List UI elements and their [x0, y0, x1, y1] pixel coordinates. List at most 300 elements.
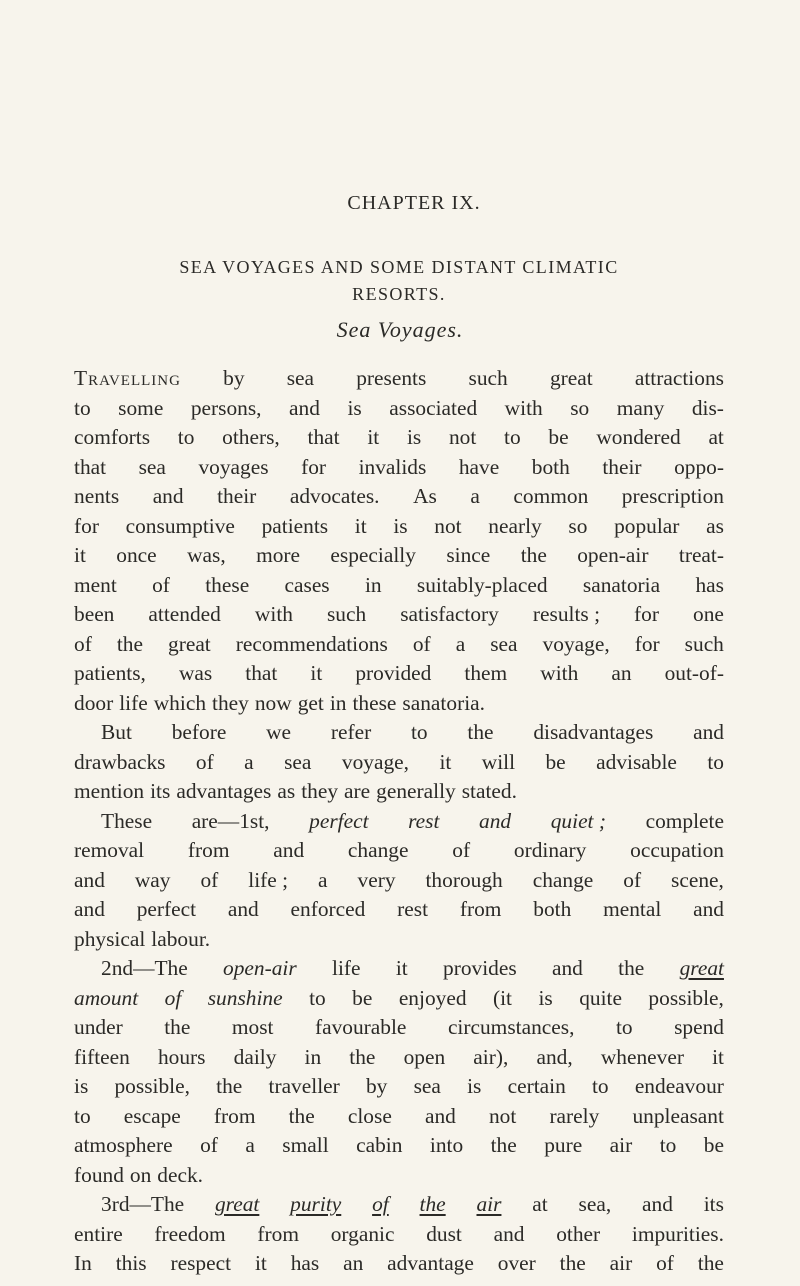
word: now — [254, 690, 292, 715]
word: deck. — [157, 1162, 204, 1187]
word: the — [467, 720, 494, 744]
word: removal — [74, 838, 145, 862]
text-line — [74, 482, 724, 512]
word: change — [347, 838, 409, 862]
word: their — [602, 454, 642, 479]
body-text — [74, 364, 724, 1279]
word: of — [656, 1251, 674, 1275]
word: sea, — [578, 1192, 612, 1216]
word: comforts — [74, 425, 151, 449]
word: a — [455, 631, 466, 656]
word: its — [150, 779, 171, 803]
word: it — [439, 749, 452, 774]
word: enforced — [290, 897, 366, 921]
word: quiet ; — [550, 808, 606, 833]
word: and — [693, 720, 724, 744]
text-line — [74, 453, 724, 483]
word: them — [464, 661, 508, 685]
word: and — [642, 1192, 673, 1216]
word: a — [470, 484, 480, 508]
word: and — [493, 1221, 525, 1246]
word: their — [217, 484, 257, 508]
word: sanatoria. — [402, 690, 485, 715]
word: such — [326, 602, 367, 626]
word: in — [329, 690, 347, 715]
word: the — [520, 543, 547, 567]
word: for — [634, 602, 659, 626]
word: it — [310, 661, 323, 685]
word: patients, — [74, 661, 146, 685]
word: great — [168, 631, 211, 656]
chapter-title — [74, 254, 724, 308]
word: presents — [356, 366, 427, 390]
word: small — [282, 1133, 329, 1157]
word: has — [695, 572, 724, 597]
text-line — [74, 777, 724, 807]
word: treat- — [678, 543, 724, 567]
word: both — [533, 897, 572, 921]
word: in — [364, 572, 382, 597]
chapter-title-line: SEA VOYAGES AND SOME DISTANT CLIMATIC — [179, 257, 619, 277]
word: and — [551, 956, 583, 980]
word: to — [177, 425, 195, 449]
word: to — [659, 1133, 677, 1157]
chapter-heading: CHAPTER IX. — [347, 192, 481, 214]
word: nents — [74, 484, 120, 508]
word: common — [513, 484, 589, 508]
word: of — [74, 631, 92, 656]
word: dis- — [691, 395, 724, 420]
word: hours — [157, 1044, 206, 1069]
word: rest — [397, 897, 429, 921]
word: has — [290, 1251, 320, 1275]
word: rarely — [549, 1103, 600, 1128]
word: escape — [123, 1103, 181, 1128]
word: the — [164, 1015, 191, 1039]
word: results ; — [532, 602, 601, 626]
word: which — [153, 690, 207, 715]
text-line — [74, 748, 724, 778]
word: to — [615, 1015, 633, 1039]
word: consumptive — [125, 513, 235, 538]
word: to — [74, 1103, 91, 1128]
word: over — [497, 1251, 536, 1275]
word: quite — [579, 985, 622, 1010]
word: air — [476, 1192, 502, 1216]
word: for — [634, 631, 660, 656]
word: many — [616, 395, 665, 420]
word: atmosphere — [74, 1133, 173, 1157]
word: at — [532, 1192, 548, 1216]
text-line — [74, 1013, 724, 1043]
word: nearly — [488, 513, 542, 538]
word: the — [216, 1074, 243, 1098]
word: door — [74, 690, 114, 715]
word: its — [703, 1192, 724, 1216]
word: to — [309, 985, 326, 1010]
word: from — [459, 897, 502, 921]
word: such — [468, 366, 508, 390]
word: be — [703, 1133, 724, 1157]
text-line — [74, 954, 724, 984]
text-line — [74, 1043, 724, 1073]
word: from — [187, 838, 230, 862]
word: not — [448, 425, 477, 449]
word: patients — [261, 513, 329, 538]
word: advisable — [596, 749, 677, 774]
word: wondered — [596, 425, 681, 449]
word: with — [504, 395, 543, 420]
word: air — [609, 1133, 633, 1157]
word: of — [412, 631, 431, 656]
word: most — [231, 1015, 274, 1039]
word: 3rd—The — [101, 1192, 185, 1216]
word: great — [549, 366, 593, 390]
word: and — [74, 867, 105, 892]
word: sea — [490, 631, 518, 656]
text-line — [74, 600, 724, 630]
text-line — [74, 1072, 724, 1102]
word: In — [74, 1251, 92, 1275]
word: advantages — [176, 779, 272, 803]
word: ment — [74, 572, 117, 597]
word: suitably-placed — [416, 572, 548, 597]
word: from — [213, 1103, 256, 1128]
word: As — [413, 484, 437, 508]
word: and — [273, 838, 305, 862]
word: sea — [284, 749, 312, 774]
word: attended — [148, 602, 221, 626]
text-line — [74, 718, 724, 748]
word: to — [504, 425, 521, 449]
word: oppo- — [674, 454, 724, 479]
word: voyage, — [542, 631, 610, 656]
word: was, — [187, 543, 226, 567]
word: cabin — [356, 1133, 403, 1157]
word: it — [367, 425, 380, 449]
word: entire — [74, 1221, 123, 1246]
word: the — [419, 1192, 446, 1216]
word: with — [540, 661, 579, 685]
word: with — [254, 602, 293, 626]
word: will — [481, 749, 516, 774]
word: one — [693, 602, 724, 626]
word: it — [354, 513, 367, 538]
word: voyages — [198, 454, 269, 479]
text-line — [74, 1161, 724, 1191]
word: is — [347, 395, 362, 420]
word: be — [548, 425, 569, 449]
word: of — [623, 867, 642, 892]
word: endeavour — [634, 1074, 724, 1098]
word: it — [712, 1044, 724, 1069]
word: not — [434, 513, 462, 538]
word: that — [74, 454, 107, 479]
word: some — [118, 395, 164, 420]
word: and — [424, 1103, 456, 1128]
word: of — [200, 867, 219, 892]
word: to — [74, 395, 91, 420]
word: occupation — [630, 838, 724, 862]
word: are — [344, 779, 371, 803]
word: sea — [413, 1074, 441, 1098]
text-line — [74, 394, 724, 424]
word: at — [708, 425, 724, 449]
word: mention — [74, 779, 145, 803]
word: to — [591, 1074, 609, 1098]
word: popular — [614, 513, 680, 538]
word: great — [679, 956, 724, 980]
word: it — [395, 956, 408, 980]
word: on — [129, 1162, 152, 1187]
word: for — [74, 513, 99, 538]
word: get — [297, 690, 324, 715]
word: But — [101, 720, 132, 744]
word: other — [556, 1221, 601, 1246]
word: spend — [674, 1015, 724, 1039]
word: in — [304, 1044, 322, 1069]
word: purity — [290, 1192, 342, 1216]
word: open — [403, 1044, 446, 1069]
word: refer — [330, 720, 372, 744]
word: possible, — [648, 985, 724, 1010]
word: 2nd—The — [101, 956, 188, 980]
word: air — [609, 1251, 633, 1275]
word: rest — [408, 808, 440, 833]
word: the — [349, 1044, 376, 1069]
word: sea — [138, 454, 166, 479]
word: be — [352, 985, 373, 1010]
word: we — [266, 720, 292, 744]
word: and — [479, 808, 512, 833]
word: these — [205, 572, 250, 597]
text-line — [74, 541, 724, 571]
word: of — [452, 838, 471, 862]
word: cases — [284, 572, 330, 597]
word: is — [393, 513, 408, 538]
word: prescription — [621, 484, 724, 508]
word: sunshine — [207, 985, 283, 1010]
word: a — [244, 749, 254, 774]
word: recommendations — [235, 631, 388, 656]
text-line — [74, 984, 724, 1014]
text-line — [74, 512, 724, 542]
word: advantage — [387, 1251, 474, 1275]
word: Travelling — [74, 366, 181, 390]
word: these — [352, 690, 397, 715]
word: of — [164, 985, 182, 1010]
word: attractions — [634, 366, 724, 390]
word: These — [101, 808, 153, 833]
word: as — [277, 779, 296, 803]
word: open-air — [577, 543, 649, 567]
word: stated. — [461, 779, 517, 803]
word: way — [134, 867, 171, 892]
word: air), — [473, 1044, 509, 1069]
word: and, — [536, 1044, 573, 1069]
word: into — [429, 1133, 464, 1157]
word: more — [256, 543, 301, 567]
word: unpleasant — [632, 1103, 724, 1128]
word: a — [318, 867, 328, 892]
word: of — [195, 749, 214, 774]
word: close — [347, 1103, 392, 1128]
word: especially — [330, 543, 416, 567]
text-line — [74, 895, 724, 925]
chapter-title-line: RESORTS. — [352, 284, 446, 304]
word: the — [697, 1251, 724, 1275]
word: it — [74, 543, 86, 567]
word: pure — [544, 1133, 583, 1157]
word: so — [570, 395, 590, 420]
word: whenever — [600, 1044, 684, 1069]
word: the — [490, 1133, 517, 1157]
word: perfect — [136, 897, 197, 921]
word: to — [410, 720, 428, 744]
word: to — [707, 749, 724, 774]
text-line — [74, 866, 724, 896]
word: and — [289, 395, 320, 420]
word: sanatoria — [582, 572, 661, 597]
word: scene, — [671, 867, 724, 892]
word: possible, — [114, 1074, 190, 1098]
word: life ; — [248, 867, 289, 892]
word: change — [532, 867, 594, 892]
word: been — [74, 602, 115, 626]
word: is — [538, 985, 553, 1010]
word: life — [332, 956, 361, 980]
word: voyage, — [341, 749, 409, 774]
text-line — [74, 1131, 724, 1161]
word: the — [116, 631, 143, 656]
word: from — [257, 1221, 299, 1246]
word: they — [301, 779, 339, 803]
text-line — [74, 1220, 724, 1250]
word: an — [611, 661, 632, 685]
word: are—1st, — [191, 808, 270, 833]
text-line — [74, 1249, 724, 1279]
word: both — [531, 454, 570, 479]
word: impurities. — [631, 1221, 724, 1246]
text-line — [74, 807, 724, 837]
word: freedom — [154, 1221, 226, 1246]
word: ordinary — [513, 838, 587, 862]
word: enjoyed — [398, 985, 467, 1010]
word: the — [559, 1251, 586, 1275]
word: associated — [389, 395, 478, 420]
word: and — [152, 484, 184, 508]
word: life — [119, 690, 148, 715]
word: before — [171, 720, 227, 744]
word: such — [684, 631, 724, 656]
word: was — [178, 661, 213, 685]
word: by — [223, 366, 245, 390]
word: it — [254, 1251, 267, 1275]
word: great — [214, 1192, 260, 1216]
word: sea — [286, 366, 315, 390]
text-line — [74, 571, 724, 601]
word: since — [446, 543, 491, 567]
word: so — [568, 513, 588, 538]
word: generally — [376, 779, 456, 803]
word: by — [365, 1074, 388, 1098]
word: labour. — [151, 926, 211, 951]
word: not — [488, 1103, 517, 1128]
word: dust — [426, 1221, 462, 1246]
word: daily — [233, 1044, 277, 1069]
word: found — [74, 1162, 124, 1187]
word: amount — [74, 985, 139, 1010]
word: once — [116, 543, 157, 567]
word: a — [245, 1133, 255, 1157]
word: (it — [492, 985, 512, 1010]
word: and — [693, 897, 724, 921]
word: of — [372, 1192, 389, 1216]
word: invalids — [358, 454, 427, 479]
word: persons, — [190, 395, 262, 420]
word: is — [406, 425, 422, 449]
word: satisfactory — [400, 602, 499, 626]
word: provides — [443, 956, 517, 980]
word: others, — [222, 425, 280, 449]
word: provided — [355, 661, 432, 685]
text-line — [74, 364, 724, 394]
word: is — [74, 1074, 89, 1098]
word: fifteen — [74, 1044, 130, 1069]
word: physical — [74, 926, 146, 951]
word: and — [74, 897, 105, 921]
word: disadvantages — [533, 720, 654, 744]
word: certain — [507, 1074, 566, 1098]
word: traveller — [268, 1074, 340, 1098]
word: for — [301, 454, 327, 479]
word: favourable — [314, 1015, 407, 1039]
word: of — [152, 572, 170, 597]
word: perfect — [309, 808, 369, 833]
text-line — [74, 689, 724, 719]
word: thorough — [425, 867, 503, 892]
word: drawbacks — [74, 749, 166, 774]
word: open-air — [223, 956, 297, 980]
word: very — [357, 867, 396, 892]
word: of — [200, 1133, 218, 1157]
word: an — [343, 1251, 364, 1275]
text-line — [74, 630, 724, 660]
word: advocates. — [289, 484, 380, 508]
word: the — [288, 1103, 315, 1128]
word: respect — [170, 1251, 232, 1275]
word: is — [467, 1074, 482, 1098]
word: that — [245, 661, 278, 685]
word: out-of- — [664, 661, 724, 685]
word: that — [307, 425, 340, 449]
text-line — [74, 1190, 724, 1220]
word: have — [458, 454, 500, 479]
word: be — [545, 749, 566, 774]
word: circumstances, — [447, 1015, 575, 1039]
word: under — [74, 1015, 123, 1039]
word: organic — [330, 1221, 395, 1246]
word: as — [706, 513, 724, 538]
text-line — [74, 659, 724, 689]
text-line — [74, 423, 724, 453]
word: mental — [603, 897, 662, 921]
section-subtitle: Sea Voyages. — [336, 317, 464, 342]
word: and — [227, 897, 259, 921]
text-line — [74, 836, 724, 866]
word: they — [212, 690, 249, 715]
text-line — [74, 1102, 724, 1132]
